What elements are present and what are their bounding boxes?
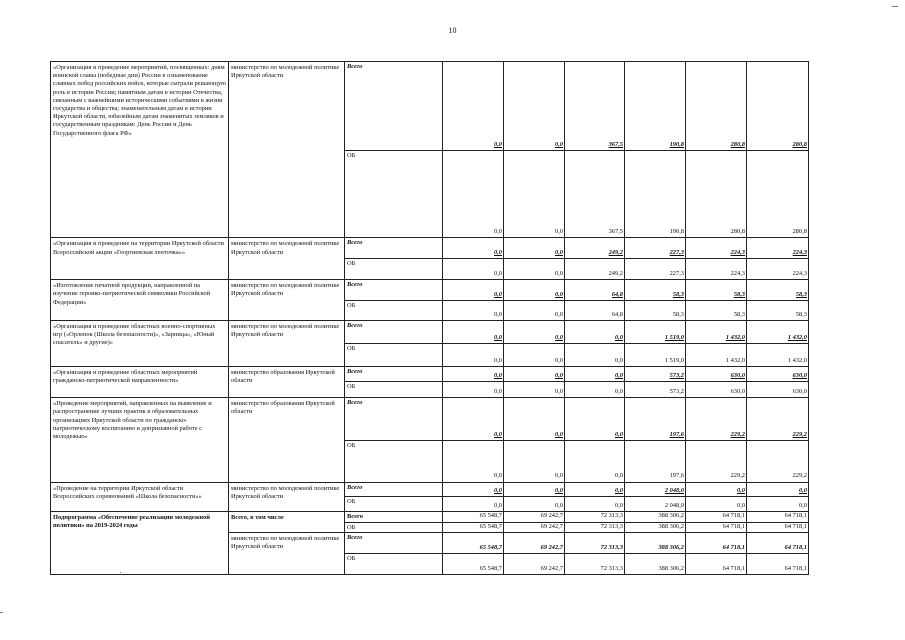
funding-source-total: Всего	[345, 366, 443, 382]
value-cell: 0,0	[504, 150, 565, 238]
value-cell: 630,0	[747, 382, 809, 398]
value-cell: 65 548,7	[443, 511, 504, 522]
value-cell: 0,0	[504, 440, 565, 482]
activity-name: «Проведение мероприятий, направленных на выявление и распространение лучших практик в образовательных организациях Иркутской области по гражданско-патриотическому воспитанию и допризывной работе с молодежью»	[51, 398, 229, 483]
value-cell: 0,0	[686, 497, 747, 512]
value-cell: 69 242,7	[504, 511, 565, 522]
executor: министерство по молодежной политике Иркутской области	[229, 238, 345, 280]
value-cell: 197,6	[625, 398, 686, 441]
value-cell: 72 313,3	[565, 522, 625, 533]
value-cell: 224,3	[747, 238, 809, 259]
value-cell: 388 306,2	[625, 522, 686, 533]
funding-source-ob: ОБ	[345, 150, 443, 238]
value-cell: 58,3	[625, 301, 686, 321]
value-cell: 0,0	[504, 301, 565, 321]
value-cell: 0,0	[504, 238, 565, 259]
value-cell: 367,5	[565, 150, 625, 238]
value-cell: 280,8	[747, 150, 809, 238]
value-cell: 0,0	[504, 482, 565, 497]
activity-name: «Организация и проведение областных мероприятий гражданско-патриотической направленности»	[51, 366, 229, 397]
funding-source-total: Всего	[345, 482, 443, 497]
value-cell: 64 718,1	[747, 554, 809, 575]
value-cell: 0,0	[565, 398, 625, 441]
value-cell: 64 718,1	[747, 522, 809, 533]
value-cell: 58,3	[686, 280, 747, 301]
funding-source-ob: ОБ	[345, 382, 443, 398]
value-cell: 64 718,1	[747, 511, 809, 522]
activity-name: «Проведение на территории Иркутской области Всероссийских соревнований «Школа безопасности»»	[51, 482, 229, 511]
table-row	[51, 482, 809, 497]
value-cell: 227,3	[625, 259, 686, 280]
value-cell: 388 306,2	[625, 554, 686, 575]
value-cell: 0,0	[565, 482, 625, 497]
funding-source: Всего	[345, 511, 443, 522]
value-cell: 190,8	[625, 150, 686, 238]
executor: министерство по молодежной политике Иркутской области	[229, 62, 345, 238]
value-cell: 0,0	[443, 62, 504, 151]
value-cell: 0,0	[686, 482, 747, 497]
value-cell: 0,0	[565, 382, 625, 398]
value-cell: 58,3	[625, 280, 686, 301]
value-cell: 0,0	[443, 497, 504, 512]
value-cell: 249,2	[565, 259, 625, 280]
value-cell: 280,8	[747, 62, 809, 151]
value-cell: 224,3	[747, 259, 809, 280]
value-cell: 0,0	[504, 382, 565, 398]
value-cell: 0,0	[504, 320, 565, 343]
value-cell: 0,0	[443, 320, 504, 343]
value-cell: 0,0	[443, 382, 504, 398]
value-cell: 65 548,7	[443, 554, 504, 575]
value-cell: 0,0	[504, 497, 565, 512]
value-cell: 0,0	[443, 280, 504, 301]
value-cell: 1 519,0	[625, 320, 686, 343]
activity-name: «Организация и проведение мероприятий, посвященных: дням воинской славы (победные дни) России в ознаменование славных побед российских войск, которые сыграли решающую роль в истории России; памятным датам в истории Отечества, связанным с важнейшими историческими событиями в жизни государства и общества; знаменательным датам в истории Иркутской области, юбилейным датам знаменитых земляков и государственным праздникам: День России и День Государственного флага РФ»	[51, 62, 229, 238]
subprogram-name: Подпрограмма «Обеспечение реализации молодежной политики» на 2019-2024 годы	[51, 511, 229, 574]
value-cell: 229,2	[686, 440, 747, 482]
table-row	[51, 366, 809, 382]
value-cell: 0,0	[565, 366, 625, 382]
value-cell: 65 548,7	[443, 522, 504, 533]
value-cell: 1 432,0	[686, 343, 747, 366]
value-cell: 72 313,3	[565, 511, 625, 522]
funding-source-total: Всего	[345, 62, 443, 151]
funding-source-total: Всего	[345, 238, 443, 259]
budget-table	[50, 61, 809, 575]
value-cell: 224,3	[686, 259, 747, 280]
executor: министерство по молодежной политике Иркутской области	[229, 320, 345, 366]
value-cell: 0,0	[747, 482, 809, 497]
value-cell: 0,0	[443, 440, 504, 482]
scan-speck	[892, 6, 898, 7]
value-cell: 58,3	[747, 301, 809, 321]
value-cell: 0,0	[565, 343, 625, 366]
value-cell: 0,0	[504, 259, 565, 280]
scan-speck	[0, 612, 3, 613]
value-cell: 0,0	[565, 497, 625, 512]
value-cell: 0,0	[504, 62, 565, 151]
activity-name: «Изготовление печатной продукции, направленной на изучение героико-патриотической символики Российской Федерации»	[51, 280, 229, 321]
value-cell: 367,5	[565, 62, 625, 151]
activity-name: «Организация и проведение на территории Иркутской области Всероссийской акции «Георгиевская ленточка»»	[51, 238, 229, 280]
table-row	[51, 398, 809, 441]
value-cell: 0,0	[443, 366, 504, 382]
value-cell: 0,0	[747, 497, 809, 512]
funding-source-total: Всего	[345, 280, 443, 301]
value-cell: 0,0	[443, 238, 504, 259]
executor: министерство образования Иркутской области	[229, 398, 345, 483]
funding-source-ob: ОБ	[345, 301, 443, 321]
value-cell: 64 718,1	[686, 554, 747, 575]
value-cell: 229,2	[686, 398, 747, 441]
value-cell: 249,2	[565, 238, 625, 259]
funding-source-ob: ОБ	[345, 259, 443, 280]
value-cell: 0,0	[443, 301, 504, 321]
value-cell: 197,6	[625, 440, 686, 482]
value-cell: 58,3	[747, 280, 809, 301]
value-cell: 0,0	[504, 398, 565, 441]
funding-source-total: Всего	[345, 320, 443, 343]
value-cell: 2 048,0	[625, 482, 686, 497]
table-row	[51, 280, 809, 301]
value-cell: 0,0	[443, 343, 504, 366]
value-cell: 64,8	[565, 280, 625, 301]
value-cell: 573,2	[625, 382, 686, 398]
value-cell: 64 718,1	[686, 511, 747, 522]
value-cell: 0,0	[504, 343, 565, 366]
table-row	[51, 511, 809, 522]
funding-source-ob: ОБ	[345, 440, 443, 482]
value-cell: 227,3	[625, 238, 686, 259]
value-cell: 0,0	[443, 482, 504, 497]
subprogram-executor: министерство по молодежной политике Иркутской области	[229, 533, 345, 575]
value-cell: 388 306,2	[625, 511, 686, 522]
value-cell: 0,0	[443, 150, 504, 238]
value-cell: 1 519,0	[625, 343, 686, 366]
value-cell: 1 432,0	[747, 320, 809, 343]
value-cell: 630,0	[747, 366, 809, 382]
value-cell: 64 718,1	[686, 533, 747, 554]
value-cell: 630,0	[686, 382, 747, 398]
value-cell: 224,3	[686, 238, 747, 259]
value-cell: 64,8	[565, 301, 625, 321]
scan-speck	[120, 572, 121, 573]
value-cell: 2 048,0	[625, 497, 686, 512]
page-number: 10	[448, 26, 457, 35]
value-cell: 0,0	[504, 366, 565, 382]
subprogram-all-label: Всего, в том числе	[229, 511, 345, 532]
value-cell: 0,0	[565, 320, 625, 343]
value-cell: 65 548,7	[443, 533, 504, 554]
value-cell: 190,8	[625, 62, 686, 151]
value-cell: 573,2	[625, 366, 686, 382]
value-cell: 280,8	[686, 150, 747, 238]
funding-source: Всего	[345, 533, 443, 554]
activity-name: «Организация и проведение областных военно-спортивных игр («Орленок (Школа безопасности)», «Зарница», «Юный спасатель» и другие)»	[51, 320, 229, 366]
funding-source-ob: ОБ	[345, 497, 443, 512]
funding-source: ОБ	[345, 522, 443, 533]
table-row	[51, 62, 809, 151]
value-cell: 72 313,3	[565, 533, 625, 554]
executor: министерство по молодежной политике Иркутской области	[229, 280, 345, 321]
value-cell: 0,0	[443, 259, 504, 280]
funding-source: ОБ	[345, 554, 443, 575]
value-cell: 630,0	[686, 366, 747, 382]
value-cell: 0,0	[443, 398, 504, 441]
value-cell: 64 718,1	[747, 533, 809, 554]
value-cell: 280,8	[686, 62, 747, 151]
value-cell: 69 242,7	[504, 554, 565, 575]
table-row	[51, 320, 809, 343]
value-cell: 1 432,0	[747, 343, 809, 366]
value-cell: 229,2	[747, 398, 809, 441]
value-cell: 1 432,0	[686, 320, 747, 343]
executor: министерство по молодежной политике Иркутской области	[229, 482, 345, 511]
value-cell: 388 306,2	[625, 533, 686, 554]
funding-source-ob: ОБ	[345, 343, 443, 366]
value-cell: 69 242,7	[504, 533, 565, 554]
value-cell: 229,2	[747, 440, 809, 482]
value-cell: 69 242,7	[504, 522, 565, 533]
funding-source-total: Всего	[345, 398, 443, 441]
value-cell: 0,0	[565, 440, 625, 482]
executor: министерство образования Иркутской области	[229, 366, 345, 397]
value-cell: 72 313,3	[565, 554, 625, 575]
value-cell: 58,3	[686, 301, 747, 321]
value-cell: 64 718,1	[686, 522, 747, 533]
value-cell: 0,0	[504, 280, 565, 301]
table-row	[51, 238, 809, 259]
